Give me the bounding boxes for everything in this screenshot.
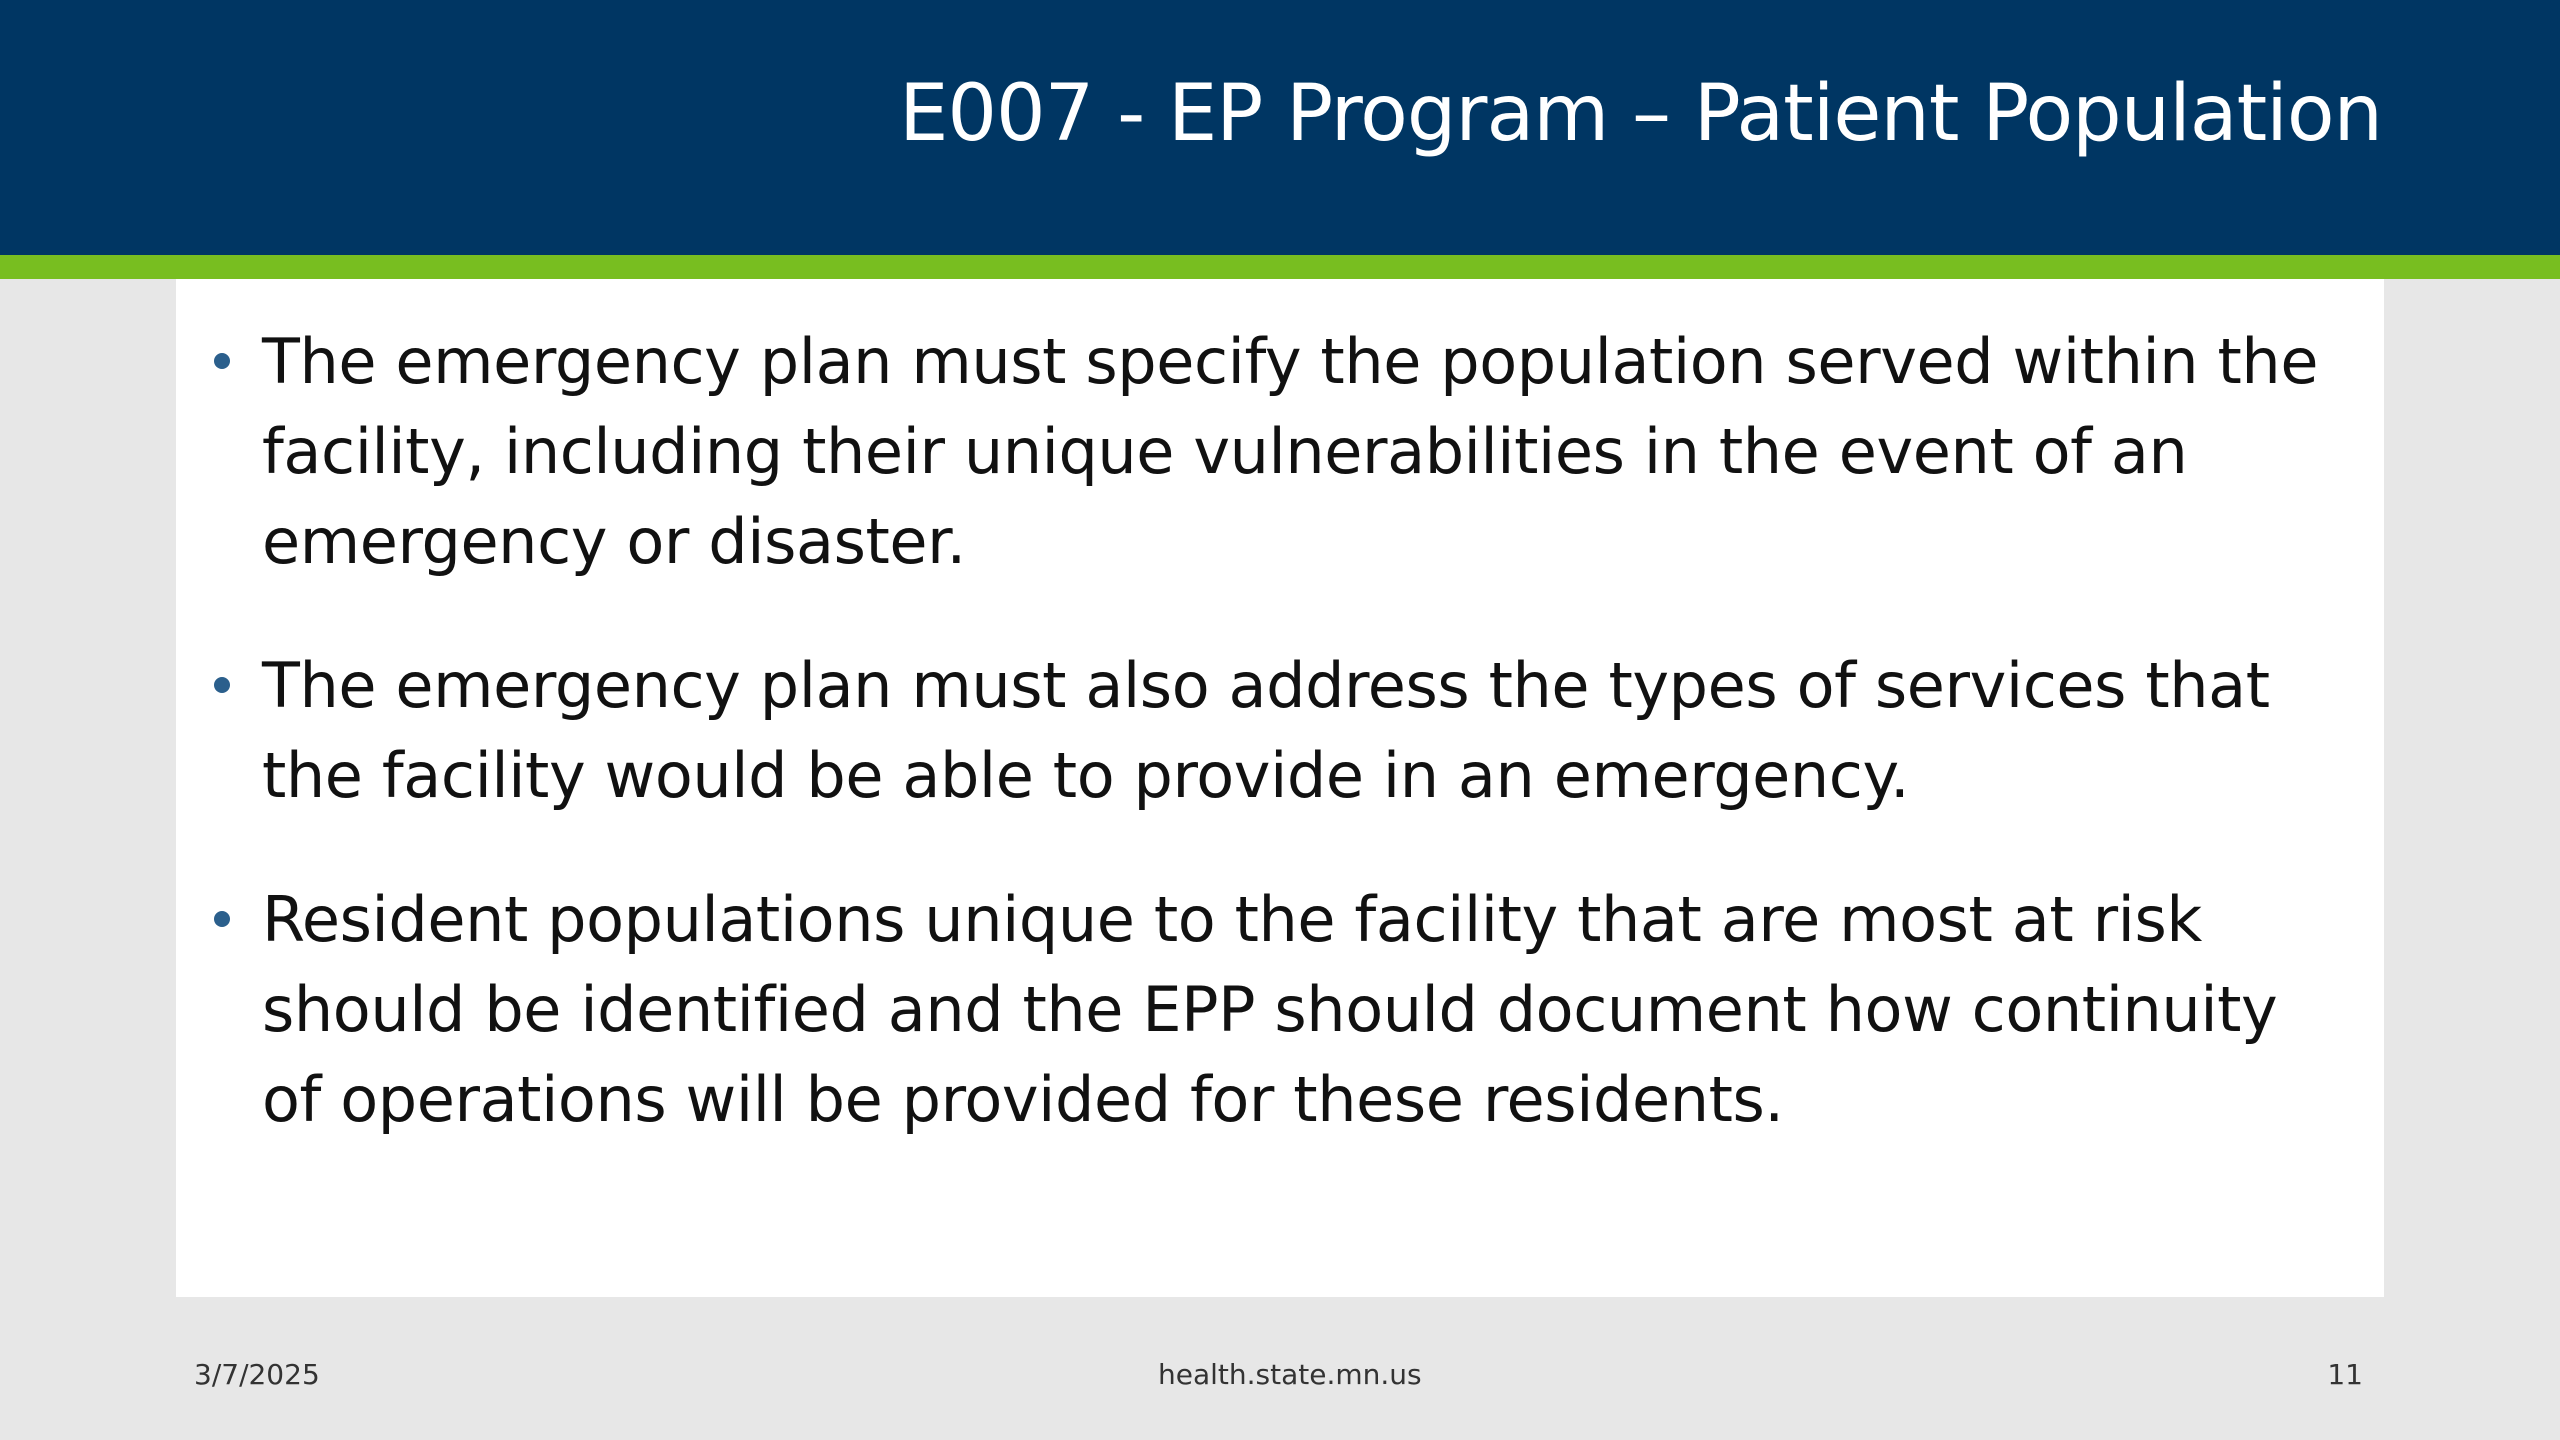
bullet-item-services: [176, 641, 2384, 821]
bullet-text: The emergency plan must also address the types of services that the facility would be able to provide in an emergency.: [262, 649, 2270, 812]
title-bar: [0, 0, 2560, 255]
footer-date: 3/7/2025: [194, 1358, 320, 1391]
bullet-item-population: [176, 317, 2384, 587]
content-panel: [176, 279, 2384, 1297]
bullet-item-residents: [176, 875, 2384, 1145]
bullet-text: Resident populations unique to the facility that are most at risk should be identified and the EPP should document how continuity of operations will be provided for these residents.: [262, 883, 2278, 1136]
footer-site: health.state.mn.us: [1158, 1358, 1422, 1391]
bullet-dot-icon: [214, 353, 230, 369]
bullet-text: The emergency plan must specify the population served within the facility, including their unique vulnerabilities in the event of an emergency or disaster.: [262, 325, 2319, 578]
slide-number: 11: [2327, 1358, 2363, 1391]
slide-title: E007 - EP Program – Patient Population: [899, 69, 2382, 159]
accent-bar: [0, 255, 2560, 279]
bullet-list: [176, 317, 2384, 1199]
bullet-dot-icon: [214, 677, 230, 693]
bullet-dot-icon: [214, 911, 230, 927]
